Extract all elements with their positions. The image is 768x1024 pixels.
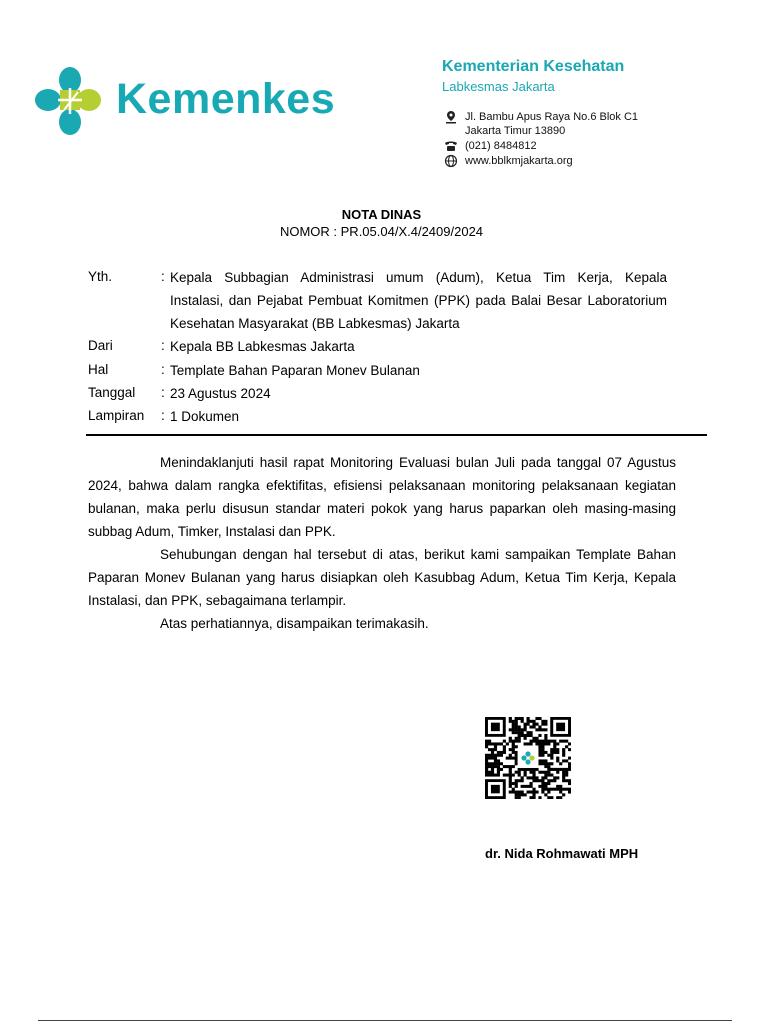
website-link[interactable]: www.bblkmjakarta.org (465, 155, 573, 167)
paragraph-line: Atas perhatiannya, disampaikan terimakasih. (160, 616, 429, 631)
paragraph-line: Sehubungan dengan hal tersebut di atas, berikut kami sampaikan Template Bahan (160, 547, 676, 562)
phone-row (444, 139, 537, 153)
yth-line: Instalasi, dan Pejabat Pembuat Komitmen (PPK) pada Balai Besar Laboratorium (170, 293, 667, 308)
hal-colon: : (161, 362, 165, 377)
hal-label: Hal (88, 362, 109, 377)
address-block (444, 110, 638, 138)
yth-line: Kesehatan Masyarakat (BB Labkesmas) Jakarta (170, 316, 460, 331)
yth-value (170, 266, 667, 335)
org-name: Kementerian Kesehatan (442, 58, 625, 75)
logo-wordmark: Kemenkes (116, 75, 336, 123)
lampiran-value: 1 Dokumen (170, 409, 240, 424)
lampiran-label: Lampiran (88, 408, 145, 423)
tanggal-label: Tanggal (88, 385, 136, 400)
phone-icon (444, 139, 458, 153)
address-line-2: Jakarta Timur 13890 (465, 125, 566, 137)
document-title: NOTA DINAS (341, 207, 422, 222)
yth-line: Kepala Subbagian Administrasi umum (Adum), Ketua Tim Kerja, Kepala (170, 270, 667, 285)
header-divider (86, 434, 707, 436)
yth-label: Yth. (88, 269, 113, 284)
qr-code-signature-icon (485, 717, 571, 799)
website-row (444, 154, 573, 168)
lampiran-colon: : (161, 408, 165, 423)
paragraph-line: Menindaklanjuti hasil rapat Monitoring Evaluasi bulan Juli pada tanggal 07 Agustus (160, 455, 676, 470)
paragraph-line: 2024, bahwa dalam rangka efektifitas, efisiensi pelaksanaan monitoring pelaksanaan kegiatan (88, 478, 676, 493)
dari-colon: : (161, 338, 165, 353)
signer-name: dr. Nida Rohmawati MPH (485, 846, 639, 861)
body-paragraph-3 (88, 612, 676, 635)
dari-label: Dari (88, 338, 113, 353)
org-unit: Labkesmas Jakarta (442, 79, 555, 94)
body-paragraph-1 (88, 451, 676, 543)
paragraph-line: bulanan, maka perlu disusun standar materi pokok yang harus paparkan oleh masing-masing (88, 501, 676, 516)
dari-value: Kepala BB Labkesmas Jakarta (170, 339, 355, 354)
hal-value: Template Bahan Paparan Monev Bulanan (170, 363, 420, 378)
paragraph-line: Paparan Monev Bulanan yang harus disiapkan oleh Kasubbag Adum, Ketua Tim Kerja, Kepala (88, 570, 676, 585)
body-paragraph-2 (88, 543, 676, 612)
globe-icon (444, 154, 458, 168)
document-number: NOMOR : PR.05.04/X.4/2409/2024 (279, 224, 484, 239)
paragraph-line: subbag Adum, Timker, Instalasi dan PPK. (88, 524, 336, 539)
kemenkes-logo-icon (34, 66, 102, 136)
yth-colon: : (161, 269, 165, 284)
paragraph-line: Instalasi, dan PPK, sebagaimana terlampir. (88, 593, 347, 608)
address-line-1: Jl. Bambu Apus Raya No.6 Blok C1 (465, 111, 639, 123)
phone-number: (021) 8484812 (465, 140, 537, 152)
tanggal-colon: : (161, 385, 165, 400)
tanggal-value: 23 Agustus 2024 (170, 386, 271, 401)
footer-divider (38, 1020, 732, 1021)
location-pin-icon (444, 110, 458, 124)
